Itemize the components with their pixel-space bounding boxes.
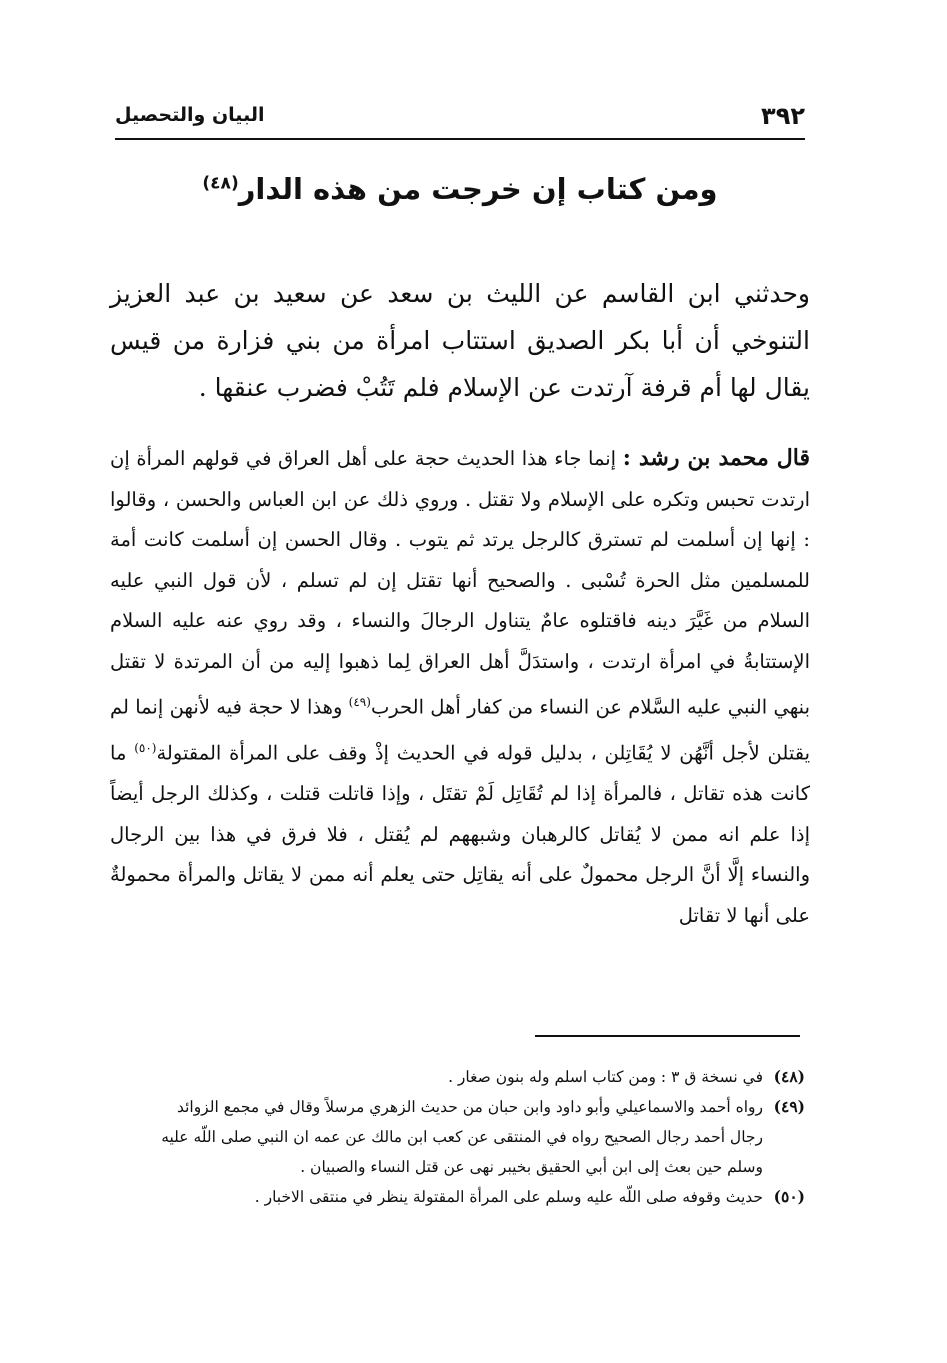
footnote-49 [140,1092,805,1182]
footnote-48 [140,1062,805,1092]
commentary-text-3: ما كانت هذه تقاتل ، فالمرأة إذا لم تُقَاتِل لَمْ تقتَل ، وإذا قاتلت قتلت ، وكذلك الرجل أيضاً إذا علم انه ممن لا يُقاتل كالرهبان وشبههم لم يُقتل ، فلا فرق في هذا بين الرجال والنساء إلَّا أنَّ الرجل محمولٌ على أنه يقاتِل حتى يعلم أنه ممن لا يقاتل والمرأة محمولةٌ على أنها لا تقاتل [110,741,810,927]
footnote-ref-49: (٤٩) [348,695,371,709]
footnote-divider [535,1035,800,1037]
footnote-text: في نسخة ق ٣ : ومن كتاب اسلم وله بنون صغار . [448,1068,763,1086]
narration-paragraph: وحدثني ابن القاسم عن الليث بن سعد عن سعيد بن عبد العزيز التنوخي أن أبا بكر الصديق استتاب امرأة من بني فزارة من قيس يقال لها أم قرفة آرتدت عن الإسلام فلم تَتُبْ فضرب عنقها . [110,279,810,402]
footnote-number: (٤٩) [773,1097,805,1116]
footnote-text: رواه أحمد والاسماعيلي وأبو داود وابن حبان من حديث الزهري مرسلاً وقال في مجمع الزوائد رجال أحمد رجال الصحيح رواه في المنتقى عن كعب ابن مالك عن عمه ان النبي صلى اللّه عليه وسلم حين بعث إلى ابن أبي الحقيق بخيبر نهى عن قتل النساء والصبيان . [161,1098,763,1176]
page-header [115,100,805,140]
footnote-ref-50: (٥٠) [134,741,157,755]
commentary-paragraph [110,438,810,936]
page-number: ٣٩٢ [761,102,805,130]
commentary-text-1: إنما جاء هذا الحديث حجة على أهل العراق في قولهم المرأة إن ارتدت تحبس وتكره على الإسلام ولا تقتل . وروي ذلك عن ابن العباس والحسن ، وقالوا : إنها إن أسلمت لم تسترق كالرجل يرتد ثم يتوب . وقال الحسن إن أسلمت كانت أمة للمسلمين مثل الحرة تُسْبى . والصحيح أنها تقتل إن لم تسلم ، لأن قول النبي عليه السلام من غَيَّرَ دينه فاقتلوه عامٌ يتناول الرجالَ والنساء ، وقد روي عنه عليه السلام الإستتابةُ في امرأة ارتدت ، واستدَلَّ أهل العراق لِما ذهبوا إليه من أن المرتدة لا تقتل بنهي النبي عليه السَّلام عن النساء من كفار أهل الحرب [110,447,810,719]
chapter-title-text: ومن كتاب إن خرجت من هذه الدار [238,172,718,206]
footnote-number: (٥٠) [773,1187,805,1206]
footnote-number: (٤٨) [773,1067,805,1086]
footnotes [140,1062,805,1212]
commentary-speaker: قال محمد بن رشد : [622,445,810,471]
footnote-text: حديث وقوفه صلى اللّه عليه وسلم على المرأة المقتولة ينظر في منتقى الاخبار . [254,1188,763,1206]
commentary-text-2: وهذا لا حجة فيه لأنهن إنما لم يقتلن لأجل أنَّهُن لا يُقَاتِلن ، بدليل قوله في الحديث إذْ وقف على المرأة المقتولة [110,695,810,765]
chapter-title [115,172,805,206]
book-title: البيان والتحصيل [115,104,265,126]
footnote-50 [140,1182,805,1212]
chapter-note-ref: (٤٨) [202,173,239,194]
